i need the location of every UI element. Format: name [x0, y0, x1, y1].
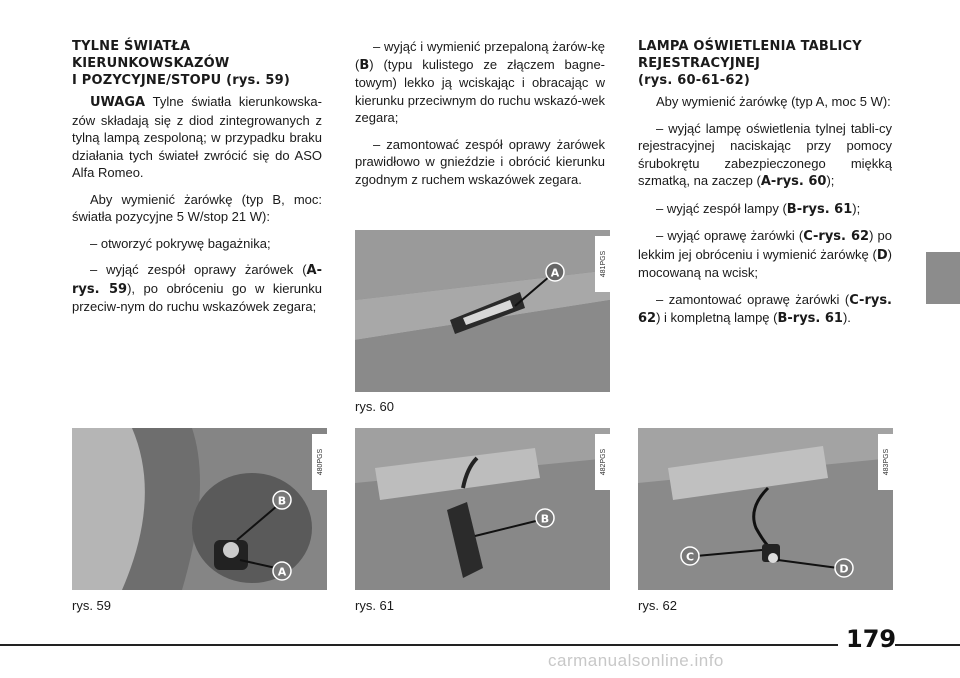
- figure-code: 482PGS: [600, 448, 607, 476]
- caption-rys-59: rys. 59: [72, 598, 112, 613]
- figure-reference: C-rys. 62: [803, 229, 870, 244]
- step-item: – zamontować oprawę żarówki (C-rys. 62) i kompletną lampę (B-rys. 61).: [638, 291, 892, 326]
- figure-reference: A-rys. 59: [72, 263, 322, 297]
- figure-reference: (rys. 59): [226, 73, 290, 88]
- step-item: – wyjąć lampę oświetlenia tylnej tabli-cy rejestracyjnej naciskając przy pomocy śrubokrętu zabezpieczonego miękką szmatką, na zaczep (A-rys. 60);: [638, 120, 892, 189]
- figure-code: 483PGS: [883, 448, 890, 476]
- callout-d: D: [839, 562, 849, 576]
- figure-59-photo: [72, 428, 327, 590]
- section-title-plate-lamp: [638, 38, 892, 89]
- footer-rule-left: [0, 644, 838, 646]
- title-line: KIERUNKOWSKAZÓW: [72, 56, 230, 71]
- caption-rys-60: rys. 60: [355, 399, 395, 414]
- title-line: LAMPA OŚWIETLENIA TABLICY: [638, 39, 862, 54]
- paragraph: Aby wymienić żarówkę (typ A, moc 5 W):: [656, 94, 891, 109]
- note-text: Tylne światła kierunkowska-zów składają się z diod zintegrowanych z tylną lampą zespoloną; w przypadku braku działania tych świateł zwrócić się do ASO Alfa Romeo.: [72, 94, 322, 180]
- step-item: – wyjąć i wymienić przepaloną żarów-kę (B) (typu kulistego ze złączem bagne-towym) lekko ją wciskając i obracając w kierunku przeciwnym do ruchu wskazó-wek zegara;: [355, 39, 605, 125]
- step-item: – wyjąć zespół oprawy żarówek (A-rys. 59), po obróceniu go w kierunku przeciw-nym do ruchu wskazówek zegara;: [72, 262, 322, 314]
- figure-reference: B-rys. 61: [777, 311, 843, 326]
- footer-rule-right: [895, 644, 960, 646]
- figure-reference: B: [359, 57, 370, 73]
- note-label: UWAGA: [90, 95, 146, 110]
- caption-rys-61: rys. 61: [355, 598, 395, 613]
- figure-code: 480PGS: [317, 448, 324, 476]
- paragraph: Aby wymienić żarówkę (typ B, moc: światła pozycyjne 5 W/stop 21 W):: [72, 191, 322, 224]
- figure-reference: D: [876, 247, 888, 263]
- title-line: I POZYCYJNE/STOPU: [72, 73, 222, 88]
- watermark-text: carmanualsonline.info: [548, 651, 724, 670]
- figure-reference: B-rys. 61: [786, 201, 853, 217]
- callout-a: A: [277, 565, 287, 579]
- step-item: – zamontować zespół oprawy żarówek prawidłowo w gnieździe i obrócić kierunku zgodnym z ruchem wskazówek zegara.: [355, 136, 605, 187]
- callout-a: A: [550, 266, 560, 280]
- title-line: REJESTRACYJNEJ: [638, 56, 761, 71]
- step-item: – wyjąć oprawę żarówki (C-rys. 62) po lekkim jej obróceniu i wymienić żarówkę (D) mocowaną na wcisk;: [638, 228, 892, 280]
- figure-62-photo: [638, 428, 893, 590]
- figure-61-photo: [355, 428, 610, 590]
- figure-code: 481PGS: [600, 250, 607, 278]
- figure-60-photo: [355, 230, 610, 392]
- column-3: [638, 38, 892, 337]
- callout-b: B: [540, 512, 550, 526]
- section-thumb-tab: [926, 252, 960, 304]
- note-paragraph: [72, 93, 322, 182]
- callout-c: C: [685, 550, 695, 564]
- page-number: 179: [846, 625, 897, 653]
- step-item: – otworzyć pokrywę bagażnika;: [90, 235, 271, 251]
- figure-reference: C-rys. 62: [638, 292, 892, 326]
- figure-reference: A-rys. 60: [760, 174, 827, 189]
- figure-reference: (rys. 60-61-62): [638, 73, 751, 88]
- column-2: [355, 38, 605, 197]
- callout-b: B: [277, 494, 287, 508]
- column-1: [72, 38, 322, 325]
- caption-rys-62: rys. 62: [638, 598, 678, 613]
- title-line: TYLNE ŚWIATŁA: [72, 39, 191, 54]
- step-item: – wyjąć zespół lampy (B-rys. 61);: [656, 200, 861, 217]
- section-title-tail-lights: [72, 38, 322, 89]
